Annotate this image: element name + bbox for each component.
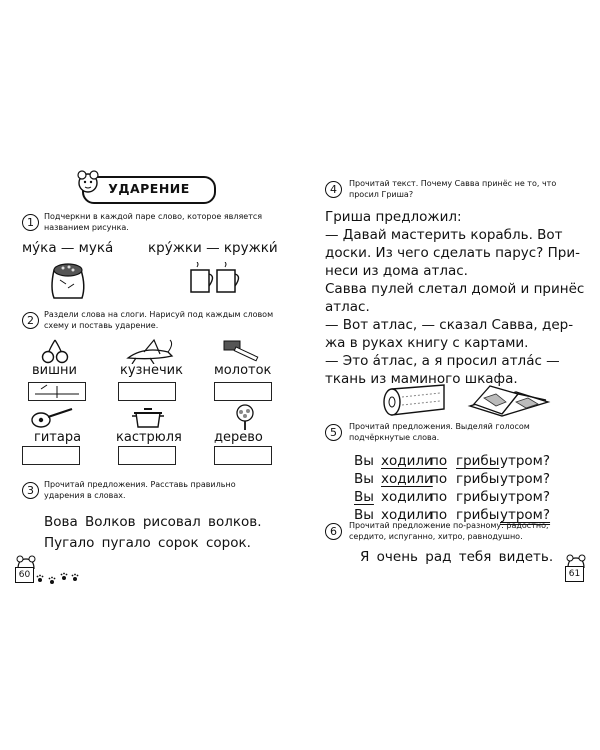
exercise-1-number: 1 — [22, 214, 39, 231]
exercise-6-instruction: Прочитай предложение по-разному: радостно, сердито, испуганно, хитро, равнодушно. — [349, 521, 549, 541]
word-utrom: утром? — [500, 489, 551, 505]
exercise-3-instruction: Прочитай предложения. Расставь правильно ударения в словах. — [44, 480, 236, 500]
story-line: — Это а́тлас, а я просил атла́с — — [325, 353, 560, 369]
exercise-5-instruction: Прочитай предложения. Выделяй голосом подчёркнутые слова. — [349, 422, 530, 442]
word-hodili-underlined: ходили — [381, 471, 433, 487]
word-utrom: утром? — [500, 471, 551, 487]
word-kastryulya: кастрюля — [116, 430, 182, 445]
exercise-5-number: 5 — [325, 424, 342, 441]
word-vy: Вы — [354, 471, 374, 487]
sentence-ya-ochen-rad: Я очень рад тебя видеть. — [360, 549, 554, 565]
word-griby-underlined: грибы — [456, 453, 500, 469]
story-line: атлас. — [325, 299, 370, 315]
story-line: неси из дома атлас. — [325, 263, 468, 279]
story-line: доски. Из чего сделать парус? При- — [325, 245, 580, 261]
word-molotok: молоток — [214, 363, 272, 378]
mouse-mascot-icon — [74, 168, 102, 196]
word-vishni: вишни — [32, 363, 77, 378]
syllable-box-molotok[interactable] — [214, 382, 272, 401]
paw-prints-icon — [36, 570, 80, 586]
exercise-2-number: 2 — [22, 312, 39, 329]
page-title: УДАРЕНИЕ — [108, 181, 190, 196]
story-line: — Давай мастерить корабль. Вот — [325, 227, 563, 243]
page-number-right: 61 — [565, 566, 584, 582]
sentence-pugalo: Пугало пугало сорок сорок. — [44, 535, 251, 551]
word-hodili: ходили — [381, 489, 433, 505]
word-pair-muka: му́ка — мука́ — [22, 240, 114, 256]
syllable-box-kastryulya[interactable] — [118, 446, 176, 465]
guitar-icon — [30, 405, 76, 429]
mugs-icon — [188, 262, 244, 294]
word-utrom: утром? — [500, 453, 551, 469]
word-po-underlined: по — [430, 453, 448, 469]
word-po: по — [430, 489, 448, 505]
atlas-book-icon — [466, 382, 552, 420]
story-line: ткань из маминого шкафа. — [325, 371, 518, 387]
exercise-2-instruction: Раздели слова на слоги. Нарисуй под каждым словом схему и поставь ударение. — [44, 310, 274, 330]
page-number-left: 60 — [15, 567, 34, 583]
exercise-4-instruction: Прочитай текст. Почему Савва принёс не то, что просил Гриша? — [349, 179, 557, 199]
word-derevo: дерево — [214, 430, 263, 445]
hammer-icon — [222, 338, 262, 364]
exercise-1-instruction: Подчеркни в каждой паре слово, которое является названием рисунка. — [44, 212, 263, 232]
fabric-roll-icon — [378, 383, 452, 419]
word-gitara: гитара — [34, 430, 82, 445]
syllable-box-derevo[interactable] — [214, 446, 272, 465]
word-vy-underlined: Вы — [354, 489, 374, 505]
word-vy: Вы — [354, 507, 374, 523]
story-line: жа в руках книгу с картами. — [325, 335, 529, 351]
grasshopper-icon — [124, 338, 176, 364]
flour-sack-icon — [46, 258, 90, 300]
syllable-box-kuznechik[interactable] — [118, 382, 176, 401]
story-line: Гриша предложил: — [325, 209, 462, 225]
exercise-6-number: 6 — [325, 523, 342, 540]
exercise-4-number: 4 — [325, 181, 342, 198]
word-vy: Вы — [354, 453, 374, 469]
word-utrom-underlined: утром? — [500, 507, 551, 523]
word-griby: грибы — [456, 471, 500, 487]
word-griby: грибы — [456, 489, 500, 505]
exercise-3-number: 3 — [22, 482, 39, 499]
syllable-box-gitara[interactable] — [22, 446, 80, 465]
title-banner — [82, 176, 216, 204]
pot-icon — [130, 405, 166, 429]
word-hodili-underlined: ходили — [381, 453, 433, 469]
word-pair-kruzhki: кру́жки — кружки́ — [148, 240, 278, 256]
word-hodili: ходили — [381, 507, 433, 523]
word-griby: грибы — [456, 507, 500, 523]
syllable-box-vishni[interactable] — [28, 382, 86, 401]
sentence-vova: Вова Волков рисовал волков. — [44, 514, 262, 530]
story-line: — Вот атлас, — сказал Савва, дер- — [325, 317, 574, 333]
story-line: Савва пулей слетал домой и принёс — [325, 281, 585, 297]
word-po: по — [430, 471, 448, 487]
tree-icon — [232, 403, 258, 431]
syllable-scheme-sample — [29, 383, 85, 400]
cherries-icon — [40, 338, 70, 364]
word-kuznechik: кузнечик — [120, 363, 183, 378]
word-po: по — [430, 507, 448, 523]
